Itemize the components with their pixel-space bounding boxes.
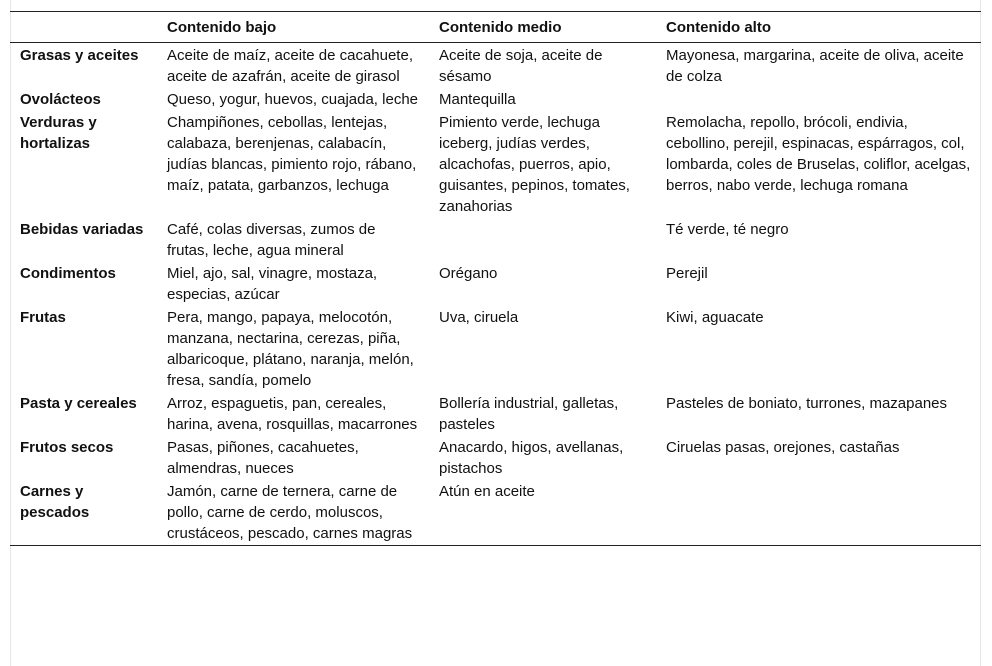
cell-medium: Pimiento verde, lechuga iceberg, judías verdes, alcachofas, puerros, apio, guisantes, pepinos, tomates, zanahorias bbox=[439, 114, 630, 215]
header-cell-medium: Contenido medio bbox=[439, 19, 562, 36]
table-row bbox=[10, 262, 981, 306]
cell-medium: Mantequilla bbox=[439, 91, 516, 108]
cell-high bbox=[656, 480, 981, 546]
row-label: Ovolácteos bbox=[20, 91, 101, 108]
cell-high: Mayonesa, margarina, aceite de oliva, aceite de colza bbox=[666, 47, 964, 85]
header-cell-high: Contenido alto bbox=[666, 19, 771, 36]
table-row bbox=[10, 480, 981, 546]
row-label: Verduras y hortalizas bbox=[20, 114, 97, 152]
header-cell-low: Contenido bajo bbox=[167, 19, 277, 36]
row-label: Bebidas variadas bbox=[20, 221, 144, 238]
cell-low: Queso, yogur, huevos, cuajada, leche bbox=[167, 91, 419, 108]
cell-high: Pasteles de boniato, turrones, mazapanes bbox=[666, 395, 948, 412]
header-cell-empty bbox=[10, 12, 157, 43]
cell-high: Remolacha, repollo, brócoli, endivia, cebollino, perejil, espinacas, espárragos, col, lombarda, coles de Bruselas, coliflor, acelgas, berros, nabo verde, lechuga romana bbox=[666, 114, 971, 194]
cell-low: Pasas, piñones, cacahuetes, almendras, nueces bbox=[167, 439, 359, 477]
row-label: Grasas y aceites bbox=[20, 47, 139, 64]
row-label: Frutas bbox=[20, 309, 66, 326]
table-row bbox=[10, 111, 981, 218]
cell-medium bbox=[429, 218, 656, 262]
cell-medium: Atún en aceite bbox=[439, 483, 535, 500]
cell-low: Champiñones, cebollas, lentejas, calabaza, berenjenas, calabacín, judías blancas, pimiento rojo, rábano, maíz, patata, garbanzos, lechuga bbox=[167, 114, 417, 194]
table-row bbox=[10, 88, 981, 111]
row-label: Carnes y pescados bbox=[20, 483, 90, 521]
cell-high: Ciruelas pasas, orejones, castañas bbox=[666, 439, 900, 456]
cell-low: Jamón, carne de ternera, carne de pollo, carne de cerdo, moluscos, crustáceos, pescado, carnes magras bbox=[167, 483, 413, 542]
cell-low: Arroz, espaguetis, pan, cereales, harina, avena, rosquillas, macarrones bbox=[167, 395, 418, 433]
cell-low: Miel, ajo, sal, vinagre, mostaza, especias, azúcar bbox=[167, 265, 378, 303]
cell-high: Té verde, té negro bbox=[666, 221, 789, 238]
cell-medium: Uva, ciruela bbox=[439, 309, 519, 326]
cell-medium: Anacardo, higos, avellanas, pistachos bbox=[439, 439, 624, 477]
cell-medium: Aceite de soja, aceite de sésamo bbox=[439, 47, 603, 85]
cell-medium: Orégano bbox=[439, 265, 498, 282]
table-header-row bbox=[10, 12, 981, 43]
table-row bbox=[10, 436, 981, 480]
cell-medium: Bollería industrial, galletas, pasteles bbox=[439, 395, 619, 433]
table-row bbox=[10, 306, 981, 392]
row-label: Pasta y cereales bbox=[20, 395, 137, 412]
table-row bbox=[10, 218, 981, 262]
cell-high: Kiwi, aguacate bbox=[666, 309, 764, 326]
table-row bbox=[10, 392, 981, 436]
cell-low: Aceite de maíz, aceite de cacahuete, aceite de azafrán, aceite de girasol bbox=[167, 47, 413, 85]
cell-high: Perejil bbox=[666, 265, 708, 282]
table-row bbox=[10, 43, 981, 89]
row-label: Condimentos bbox=[20, 265, 116, 282]
cell-high bbox=[656, 88, 981, 111]
cell-low: Café, colas diversas, zumos de frutas, leche, agua mineral bbox=[167, 221, 376, 259]
content-table bbox=[10, 11, 981, 546]
cell-low: Pera, mango, papaya, melocotón, manzana, nectarina, cerezas, piña, albaricoque, plátano, naranja, melón, fresa, sandía, pomelo bbox=[167, 309, 414, 389]
row-label: Frutos secos bbox=[20, 439, 114, 456]
